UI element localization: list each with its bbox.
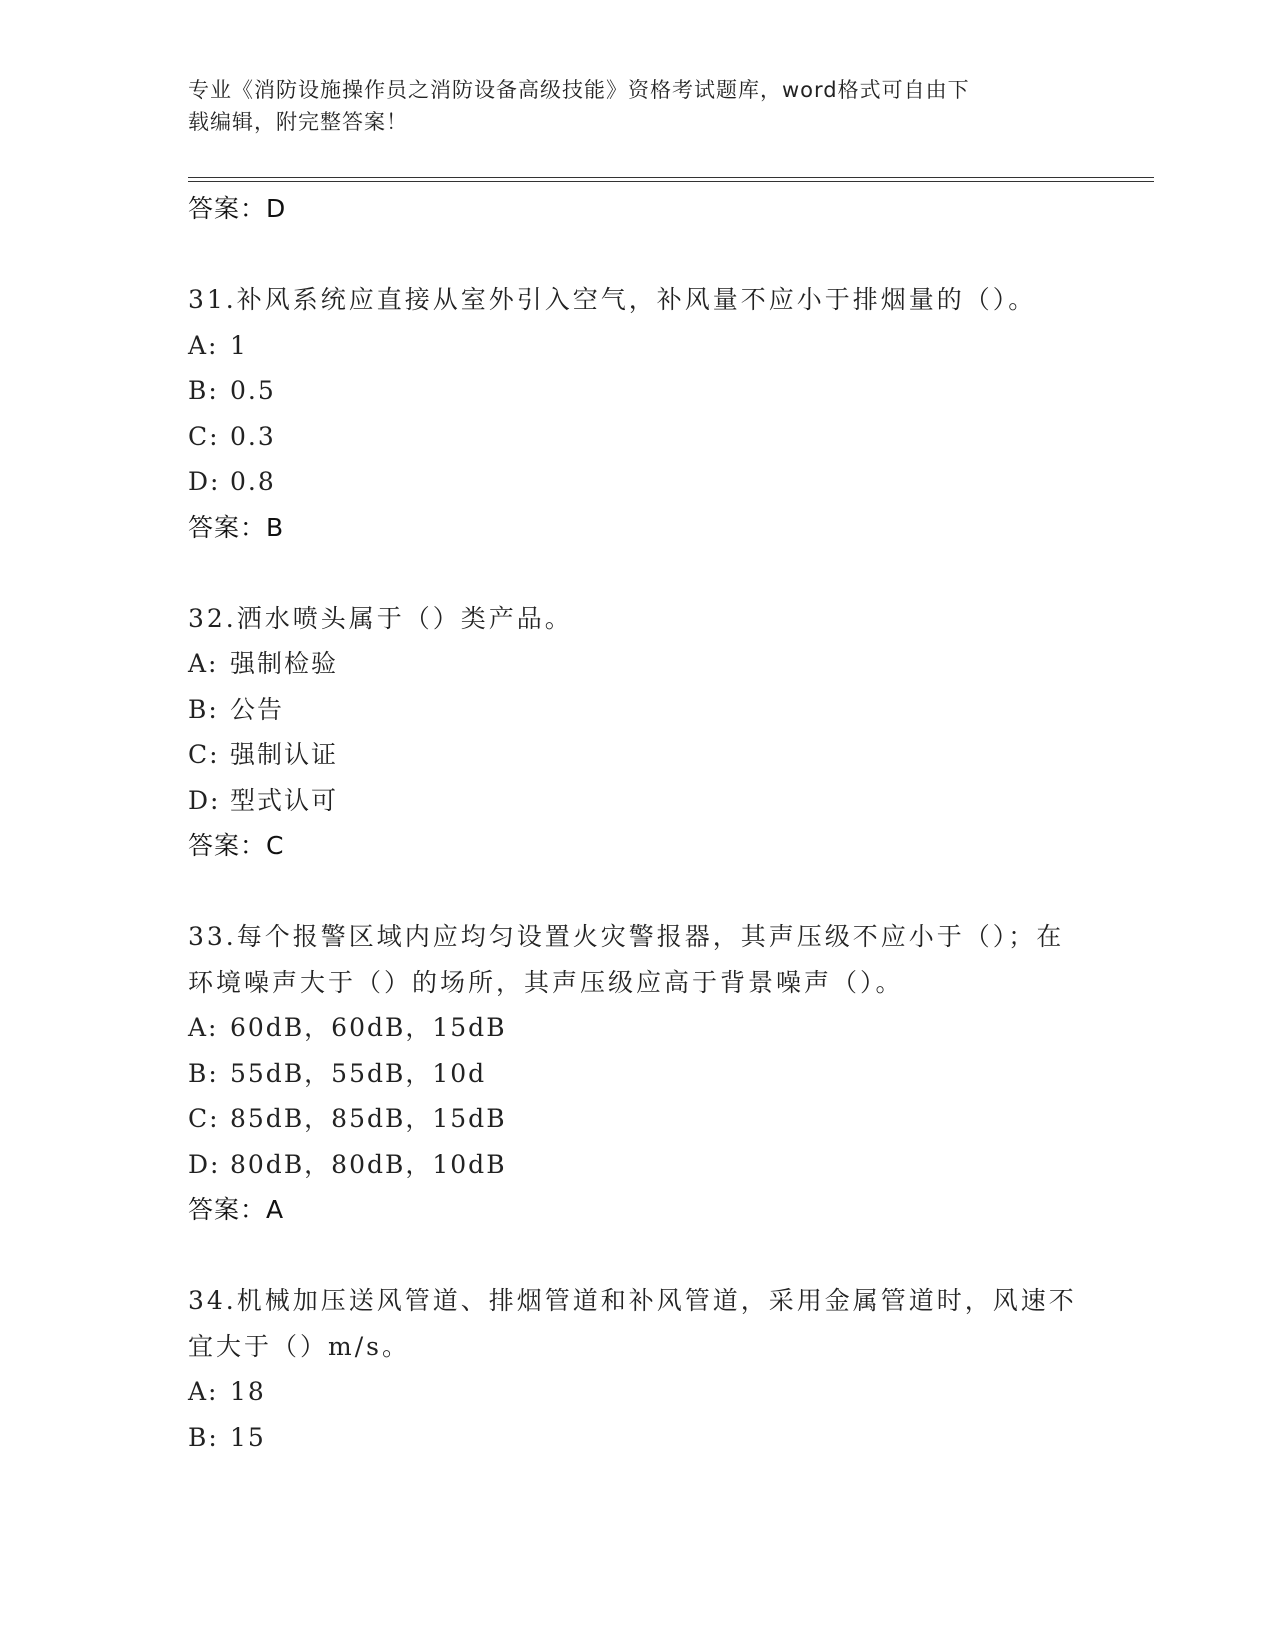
option-key: D: — [188, 467, 221, 496]
option-text: 18 — [230, 1377, 266, 1406]
option-text: 80dB，80dB，10dB — [230, 1149, 507, 1179]
option-text: 15 — [230, 1422, 266, 1452]
option-key: A: — [188, 649, 219, 678]
question-text: 34.机械加压送风管道、排烟管道和补风管道，采用金属管道时，风速不宜大于（）m/s。 — [188, 1286, 1077, 1361]
option-c — [188, 414, 1088, 460]
option-text: 强制认证 — [230, 740, 339, 769]
option-text: 60dB，60dB，15dB — [230, 1013, 507, 1042]
question-31 — [188, 277, 1088, 551]
answer-line: 答案：C — [188, 831, 285, 860]
option-b — [188, 368, 1088, 414]
answer-line: 答案：B — [188, 512, 285, 542]
header-line-1: 专业《消防设施操作员之消防设备高级技能》资格考试题库，word格式可自由下 — [188, 78, 970, 102]
option-key: A: — [188, 1377, 219, 1406]
option-text: 0.8 — [230, 467, 276, 496]
option-key: C: — [188, 740, 220, 769]
option-c — [188, 1096, 1088, 1142]
option-key: D: — [188, 1149, 221, 1179]
option-d — [188, 1142, 1088, 1188]
option-key: B: — [188, 694, 219, 724]
question-text: 32.洒水喷头属于（）类产品。 — [188, 603, 573, 633]
option-text: 85dB，85dB，15dB — [230, 1104, 507, 1133]
option-text: 公告 — [230, 694, 285, 724]
document-header — [188, 74, 1068, 138]
option-text: 1 — [230, 330, 248, 360]
option-d — [188, 778, 1088, 824]
option-key: C: — [188, 421, 220, 451]
option-key: A: — [188, 1013, 219, 1042]
option-key: A: — [188, 330, 219, 360]
answer-line: 答案：D — [188, 194, 287, 223]
answer-line: 答案：A — [188, 1195, 285, 1224]
option-b — [188, 1415, 1088, 1461]
option-key: B: — [188, 376, 219, 405]
option-text: 0.5 — [230, 376, 276, 405]
header-divider-top — [188, 177, 1154, 178]
option-text: 强制检验 — [230, 649, 339, 678]
option-d — [188, 459, 1088, 505]
option-a — [188, 1369, 1088, 1415]
question-32 — [188, 596, 1088, 870]
option-a — [188, 1005, 1088, 1051]
option-c — [188, 732, 1088, 778]
option-b — [188, 687, 1088, 733]
option-key: C: — [188, 1104, 220, 1133]
question-text: 31.补风系统应直接从室外引入空气，补风量不应小于排烟量的（）。 — [188, 285, 1037, 314]
option-key: B: — [188, 1422, 219, 1452]
option-text: 55dB，55dB，10d — [230, 1058, 487, 1088]
option-a — [188, 323, 1088, 369]
question-text: 33.每个报警区域内应均匀设置火灾警报器，其声压级不应小于（）；在环境噪声大于（）的场所，其声压级应高于背景噪声（）。 — [188, 922, 1065, 997]
option-a — [188, 641, 1088, 687]
option-text: 0.3 — [230, 421, 276, 451]
question-list — [188, 186, 1088, 1460]
header-divider-bottom — [188, 181, 1154, 182]
question-34 — [188, 1278, 1088, 1460]
question-33 — [188, 914, 1088, 1233]
option-key: B: — [188, 1058, 219, 1088]
option-text: 型式认可 — [230, 785, 339, 815]
option-key: D: — [188, 785, 221, 815]
header-line-2: 载编辑，附完整答案！ — [188, 110, 408, 134]
option-b — [188, 1051, 1088, 1097]
